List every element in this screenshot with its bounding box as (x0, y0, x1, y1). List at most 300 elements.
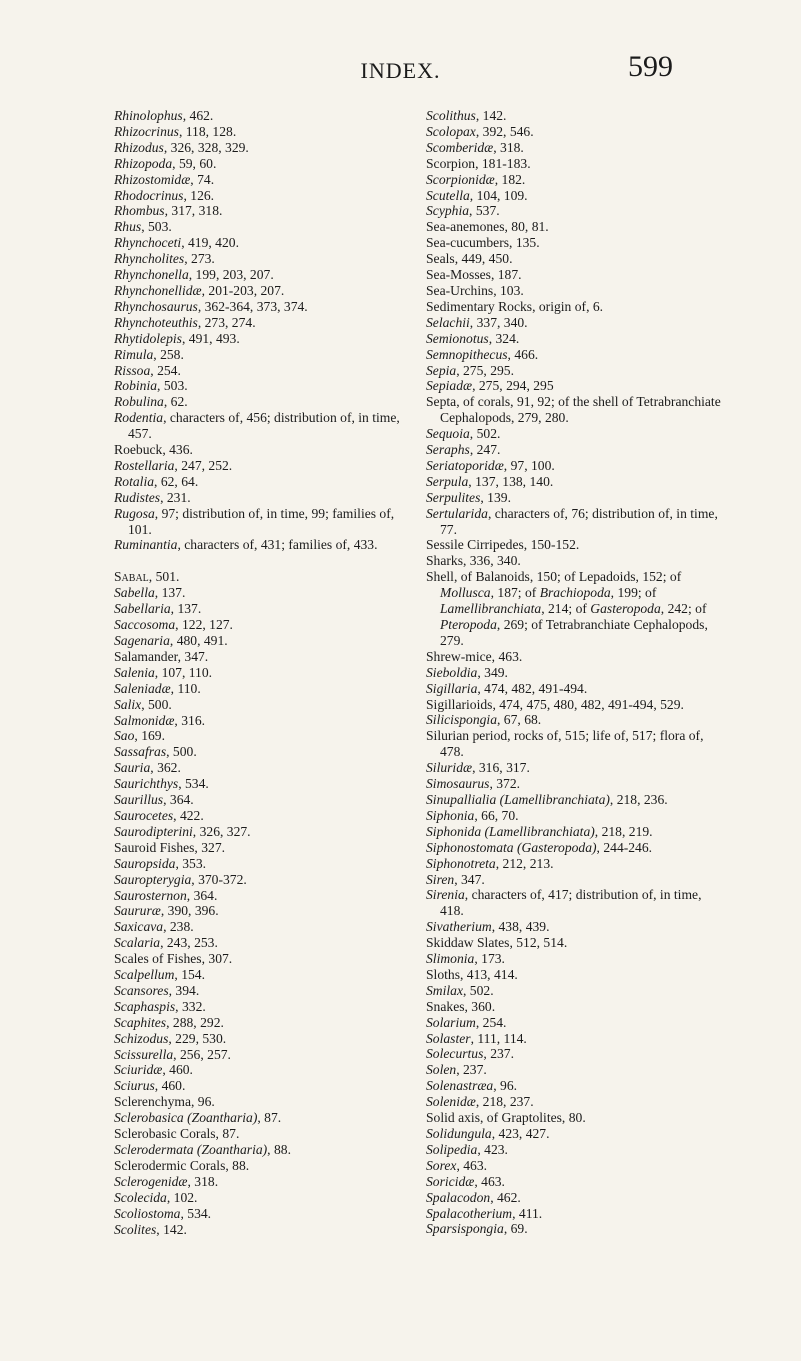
index-entry (114, 903, 409, 919)
index-text: , 182. (494, 171, 526, 187)
index-term: Scolithus (426, 108, 476, 123)
index-term: Gasteropoda (590, 601, 661, 617)
index-entry (114, 792, 409, 808)
index-entry (114, 999, 409, 1015)
index-entry (114, 235, 409, 251)
index-term: Siphonida (Lamellibranchiata) (426, 823, 595, 839)
index-text: , 534. (178, 776, 209, 792)
index-entry (426, 697, 721, 713)
index-term: Lamellibranchiata (440, 601, 542, 617)
index-term: Solenidæ (426, 1094, 476, 1110)
index-text: , 537. (469, 203, 500, 219)
index-entry (426, 569, 721, 649)
index-text: , 154. (174, 967, 205, 983)
index-text: Scorpion, 181-183. (426, 155, 531, 171)
index-entry (426, 363, 721, 379)
index-term: Saxicava (114, 919, 164, 935)
index-entry (114, 808, 409, 824)
index-entry (426, 1094, 721, 1110)
index-entry (114, 537, 409, 553)
index-entry (114, 1174, 409, 1190)
index-text: , 362. (150, 760, 181, 776)
index-entry (114, 1062, 409, 1078)
index-entry (114, 156, 409, 172)
index-term: Rhynchonella (114, 267, 189, 283)
index-text: , 247. (469, 442, 501, 458)
index-entry (426, 347, 721, 363)
index-term: Spalacotherium (426, 1205, 513, 1221)
index-term: Sclerobasica (Zoantharia) (114, 1110, 258, 1126)
index-entry (426, 728, 721, 760)
index-entry (426, 394, 721, 426)
index-entry (426, 458, 721, 474)
index-text: , 59, 60. (172, 155, 217, 171)
index-term: Rhizopoda (114, 155, 173, 171)
index-text: , 502. (469, 426, 501, 442)
index-entry (114, 506, 409, 538)
index-entry (426, 156, 721, 172)
index-text: , 97, 100. (503, 457, 555, 473)
index-text: , characters of, 456; distribution of, in time, 457. (128, 410, 400, 442)
index-term: Scomberidæ (426, 139, 494, 155)
index-term: Salmonidæ (114, 712, 175, 728)
index-term: Rhodocrinus (114, 187, 184, 203)
index-text: , 104, 109. (469, 187, 528, 203)
index-text: , 364. (163, 792, 194, 808)
index-entry (114, 919, 409, 935)
index-entry (426, 824, 721, 840)
index-term: Selachii (426, 314, 470, 330)
index-term: Mollusca (440, 585, 491, 601)
index-term: Saurosternon (114, 887, 187, 903)
index-text: , 394. (168, 982, 200, 998)
index-text: , 273. (184, 251, 215, 267)
index-text: , 122, 127. (175, 617, 233, 633)
index-entry (114, 1126, 409, 1142)
index-term: Pteropoda (440, 617, 497, 632)
index-column-left (114, 108, 409, 1237)
index-entry (114, 728, 409, 744)
index-term: Sauria (114, 760, 151, 776)
index-entry (114, 951, 409, 967)
index-entry (114, 665, 409, 681)
index-text: Salamander, 347. (114, 648, 209, 664)
index-text: Seals, 449, 450. (426, 251, 513, 267)
index-text: , 199, 203, 207. (188, 267, 274, 283)
index-term: Sabal (114, 569, 149, 585)
index-entry (114, 983, 409, 999)
index-text: , 66, 70. (474, 807, 519, 823)
index-entry (426, 1078, 721, 1094)
index-term: Sertularida (426, 505, 488, 521)
index-entry (426, 1206, 721, 1222)
index-term: Seriatoporidæ (426, 457, 504, 473)
index-entry (426, 1046, 721, 1062)
index-entry (114, 315, 409, 331)
index-text: , 238. (163, 919, 194, 935)
index-entry (426, 999, 721, 1015)
index-text: Septa, of corals, 91, 92; of the shell of Tetrabranchiate Cephalopods, 279, 280. (426, 394, 721, 426)
index-entry (426, 840, 721, 856)
index-entry (426, 681, 721, 697)
index-term: Rugosa (114, 505, 155, 521)
index-entry (114, 283, 409, 299)
index-text: , 199; of (610, 585, 657, 601)
index-entry (426, 299, 721, 315)
index-term: Semionotus (426, 330, 489, 346)
index-term: Siluridæ (426, 760, 473, 776)
index-entry (426, 649, 721, 665)
index-text: , 332. (175, 998, 206, 1014)
index-text: , 218, 237. (475, 1094, 534, 1110)
page-number: 599 (628, 50, 673, 83)
index-entry (114, 1190, 409, 1206)
index-entry (426, 506, 721, 538)
index-entry (114, 172, 409, 188)
index-term: Sirenia (426, 887, 465, 903)
index-text: Sea-Mosses, 187. (426, 267, 522, 283)
index-text: , 466. (507, 346, 539, 362)
index-text: , 534. (180, 1205, 212, 1221)
index-text: , 214; of (541, 601, 591, 617)
index-entry (114, 1142, 409, 1158)
index-term: Rhus (114, 219, 142, 235)
index-entry (426, 188, 721, 204)
index-term: Scolecida (114, 1189, 167, 1205)
index-entry (114, 1158, 409, 1174)
index-term: Scalpellum (114, 967, 175, 983)
index-text: , 503. (141, 219, 172, 235)
index-text: , 326, 327. (192, 823, 251, 839)
index-term: Solidungula (426, 1126, 492, 1141)
index-term: Rostellaria (114, 457, 175, 473)
index-text: , 218, 219. (594, 823, 653, 839)
index-entry (114, 474, 409, 490)
index-term: Slimonia (426, 951, 475, 967)
index-entry (114, 617, 409, 633)
index-entry (426, 172, 721, 188)
index-text: , 370-372. (191, 871, 247, 887)
index-entry (114, 601, 409, 617)
index-term: Salenia (114, 664, 155, 680)
index-text: Sclerobasic Corals, 87. (114, 1126, 240, 1142)
index-term: Sparsispongia (426, 1221, 504, 1237)
index-text: , 503. (157, 378, 188, 394)
index-entry (426, 776, 721, 792)
index-entry (426, 712, 721, 728)
index-entry (426, 537, 721, 553)
index-term: Sclerogenidæ (114, 1173, 188, 1189)
index-entry (426, 665, 721, 681)
index-entry (114, 442, 409, 458)
index-term: Rhizocrinus (114, 123, 179, 139)
index-text: , characters of, 431; families of, 433. (177, 537, 378, 553)
index-entry (426, 1221, 721, 1237)
index-text: , 273, 274. (197, 314, 256, 330)
index-text: , 275, 295. (456, 362, 514, 378)
index-entry (426, 872, 721, 888)
index-text: , 201-203, 207. (201, 282, 285, 298)
index-entry (114, 872, 409, 888)
page-header-title: INDEX. (360, 58, 441, 83)
index-text: Sea-anemones, 80, 81. (426, 219, 549, 235)
index-term: Rodentia (114, 410, 164, 426)
index-entry (426, 1126, 721, 1142)
index-text: , 169. (134, 728, 165, 744)
index-entry (114, 633, 409, 649)
index-text: Snakes, 360. (426, 998, 496, 1014)
index-text: , 275, 294, 295 (472, 378, 554, 394)
index-text: , 423. (477, 1141, 508, 1157)
index-term: Saurodipterini (114, 823, 193, 839)
index-text: , 247, 252. (174, 457, 233, 473)
index-entry (426, 331, 721, 347)
index-entry (426, 283, 721, 299)
index-text: , 97; distribution of, in time, 99; families of, 101. (128, 505, 395, 537)
index-entry (114, 331, 409, 347)
index-text: , 242; of (660, 601, 707, 617)
index-term: Sepiadæ (426, 378, 473, 394)
index-entry (114, 394, 409, 410)
index-term: Scutella (426, 187, 470, 203)
index-term: Sauropterygia (114, 871, 192, 887)
index-term: Ruminantia (114, 537, 178, 553)
index-term: Sclerodermata (Zoantharia) (114, 1142, 268, 1157)
index-entry (114, 267, 409, 283)
index-text: , 462. (182, 108, 214, 123)
index-entry (114, 188, 409, 204)
index-term: Sauropsida (114, 855, 176, 871)
index-entry (114, 347, 409, 363)
index-text: Silurian period, rocks of, 515; life of, 517; flora of, 478. (426, 728, 704, 760)
index-term: Simosaurus (426, 776, 490, 792)
index-term: Sagenaria (114, 633, 170, 648)
index-text: , 362-364, 373, 374. (197, 298, 308, 314)
index-term: Serpulites (426, 489, 481, 505)
index-term: Sciuridæ (114, 1062, 163, 1078)
index-term: Sivatherium (426, 919, 492, 935)
index-term: Saurichthys (114, 776, 179, 792)
index-text: , 326, 328, 329. (163, 139, 249, 155)
index-text: , 316, 317. (472, 760, 530, 776)
index-entry (426, 124, 721, 140)
index-term: Scansores (114, 982, 169, 998)
index-entry (426, 1142, 721, 1158)
index-term: Sinupallialia (Lamellibranchiata) (426, 791, 610, 807)
index-term: Scaphaspis (114, 998, 176, 1014)
index-entry (114, 1110, 409, 1126)
index-entry (114, 744, 409, 760)
index-text: , 463. (474, 1173, 505, 1189)
index-entry (426, 442, 721, 458)
index-text: Sea-Urchins, 103. (426, 282, 524, 298)
index-entry (114, 840, 409, 856)
index-entry (426, 1062, 721, 1078)
index-entry (114, 108, 409, 124)
index-text: , 337, 340. (469, 314, 528, 330)
index-text: , 318. (493, 139, 524, 155)
index-entry (426, 219, 721, 235)
index-text: , 237. (483, 1046, 514, 1062)
index-term: Siren (426, 871, 455, 887)
index-entry (114, 124, 409, 140)
index-term: Seraphs (426, 442, 470, 458)
index-text: , 173. (474, 951, 505, 967)
index-term: Sabellaria (114, 601, 171, 617)
index-term: Serpula (426, 473, 469, 489)
index-text: , 218, 236. (609, 791, 668, 807)
index-entry (114, 697, 409, 713)
index-term: Rimula (114, 346, 154, 362)
index-text: , 480, 491. (169, 633, 228, 648)
index-text: , 269; of Tetrabranchiate Cephalopods, 279. (440, 617, 708, 648)
index-text: , 74. (190, 171, 215, 187)
index-text: Sclerenchyma, 96. (114, 1094, 215, 1110)
index-term: Rhynchoteuthis (114, 314, 198, 330)
index-text: Skiddaw Slates, 512, 514. (426, 935, 568, 951)
index-text: , 316. (174, 712, 206, 728)
index-text: , 137. (170, 601, 202, 617)
index-text: , characters of, 76; distribution of, in time, 77. (440, 505, 718, 537)
index-term: Rudistes (114, 489, 161, 505)
index-text: , 392, 546. (475, 123, 534, 139)
index-term: Rhizostomidæ (114, 171, 191, 187)
index-term: Semnopithecus (426, 346, 508, 362)
index-text: , 243, 253. (160, 935, 218, 951)
index-text: , 110. (170, 680, 201, 696)
index-term: Rotalia (114, 473, 155, 489)
index-text: , 318. (187, 1173, 219, 1189)
index-entry (426, 887, 721, 919)
index-text: Solid axis, of Graptolites, 80. (426, 1110, 586, 1126)
index-text: , 142. (475, 108, 507, 123)
index-term: Rissoa (114, 362, 151, 378)
index-entry (426, 235, 721, 251)
index-text: , 460. (162, 1062, 193, 1078)
index-text: , 502. (463, 982, 494, 998)
index-entry (114, 760, 409, 776)
index-text: , 256, 257. (173, 1046, 231, 1062)
index-entry (426, 474, 721, 490)
index-entry (426, 553, 721, 569)
index-text: Sclerodermic Corals, 88. (114, 1157, 250, 1173)
index-term: Saccosoma (114, 617, 176, 633)
index-text: , 137. (154, 585, 186, 601)
index-term: Siphonostomata (Gasteropoda) (426, 839, 597, 855)
index-text: , 372. (489, 776, 521, 792)
index-term: Scyphia (426, 203, 470, 219)
index-term: Sciurus (114, 1078, 155, 1094)
index-term: Robulina (114, 394, 164, 410)
index-entry (114, 251, 409, 267)
index-text: Shell, of Balanoids, 150; of Lepadoids, 152; of (426, 569, 682, 585)
index-entry (426, 856, 721, 872)
index-term: Rhinolophus (114, 108, 183, 123)
index-term: Rhyncholites (114, 251, 185, 267)
index-entry (426, 1158, 721, 1174)
index-text: , 317, 318. (164, 203, 223, 219)
index-term: Rhizodus (114, 139, 164, 155)
index-term: Solipedia (426, 1141, 478, 1157)
index-entry (114, 299, 409, 315)
index-entry (114, 490, 409, 506)
index-entry (114, 458, 409, 474)
index-entry (426, 140, 721, 156)
index-text: , 237. (456, 1062, 487, 1078)
index-entry (114, 203, 409, 219)
index-term: Solaster (426, 1030, 471, 1046)
index-text: , 254. (475, 1014, 507, 1030)
index-entry (114, 888, 409, 904)
index-text: Sharks, 336, 340. (426, 553, 521, 569)
index-term: Scolites (114, 1221, 157, 1237)
index-term: Robinia (114, 378, 158, 394)
index-term: Rhynchosaurus (114, 298, 198, 314)
index-entry (114, 219, 409, 235)
index-entry (426, 1110, 721, 1126)
index-entry (426, 935, 721, 951)
index-term: Schizodus (114, 1030, 169, 1046)
index-text: , 353. (175, 855, 207, 871)
index-entry (426, 792, 721, 808)
index-text: , 137, 138, 140. (468, 473, 554, 489)
index-text: , 501. (148, 569, 180, 585)
index-entry (426, 760, 721, 776)
index-entry (114, 410, 409, 442)
index-term: Scolopax (426, 123, 476, 139)
index-term: Sorex (426, 1157, 457, 1173)
index-entry (426, 203, 721, 219)
index-text: , 349. (477, 664, 508, 680)
index-entry (114, 1094, 409, 1110)
index-term: Siphonia (426, 807, 475, 823)
index-term: Sao (114, 728, 135, 744)
index-term: Spalacodon (426, 1189, 491, 1205)
index-text: , 438, 439. (491, 919, 550, 935)
index-term: Solenastræa (426, 1078, 494, 1094)
index-entry (114, 140, 409, 156)
index-text: , 500. (141, 696, 172, 712)
index-entry (114, 378, 409, 394)
index-entry (426, 951, 721, 967)
index-entry (426, 1031, 721, 1047)
index-term: Sassafras (114, 744, 167, 760)
index-entry (426, 490, 721, 506)
index-entry (114, 1206, 409, 1222)
index-entry (426, 919, 721, 935)
index-text: , 62. (163, 394, 188, 410)
index-text: , 126. (183, 187, 215, 203)
index-entry (426, 315, 721, 331)
index-term: Soricidæ (426, 1173, 475, 1189)
index-term: Silicispongia (426, 712, 497, 728)
index-text: , 347. (454, 871, 485, 887)
index-text: , 324. (488, 330, 520, 346)
index-term: Scalaria (114, 935, 161, 951)
index-column-right (426, 108, 721, 1237)
index-term: Brachiopoda (539, 585, 611, 601)
index-term: Sequoia (426, 426, 470, 442)
index-entry (114, 649, 409, 665)
index-text: , 419, 420. (181, 235, 239, 251)
index-term: Sepia (426, 362, 457, 378)
index-term: Solarium (426, 1014, 476, 1030)
index-text: , 258. (153, 346, 184, 362)
index-text: , 96. (493, 1078, 518, 1094)
index-term: Rhynchoceti (114, 235, 182, 251)
index-text: , 390, 396. (160, 903, 219, 919)
index-text: Roebuck, 436. (114, 442, 193, 458)
